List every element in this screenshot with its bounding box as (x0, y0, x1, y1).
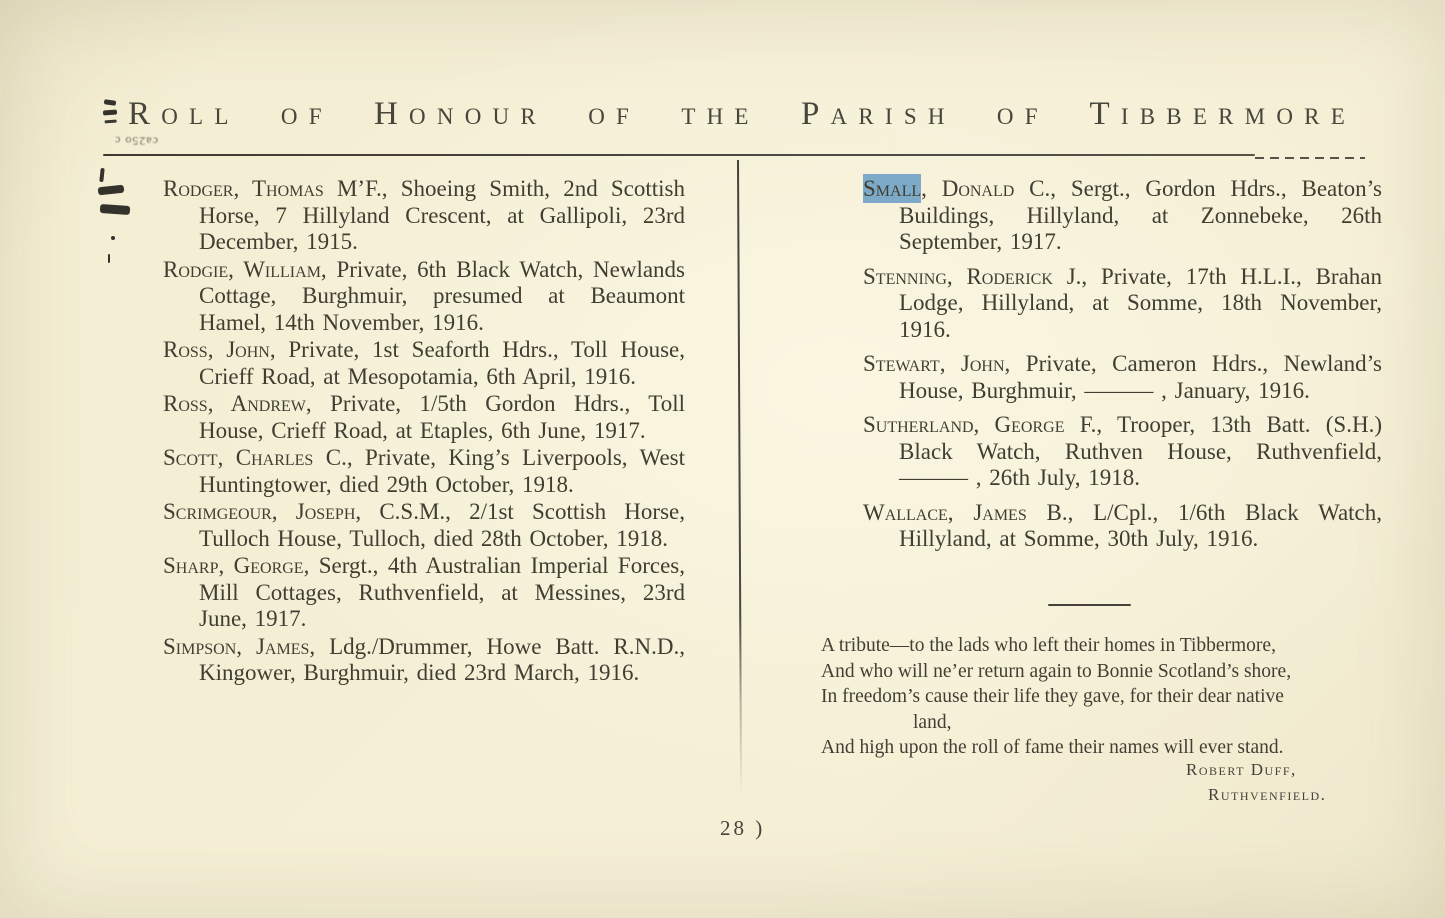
entry-details: Private, King’s Liverpools, West Huntingtower, died 29th October, 1918. (199, 445, 685, 497)
ink-smudge-artifact (100, 204, 131, 215)
tribute-line: And who will ne’er return again to Bonnie Scotland’s shore, (821, 660, 1292, 682)
roll-entry-stewart (863, 351, 1382, 404)
tribute-divider-rule (1048, 604, 1131, 606)
roll-entry-scrimgeour (163, 499, 685, 552)
tribute-signature (1186, 757, 1326, 807)
entry-details: Sergt., Gordon Hdrs., Beaton’s Buildings, Hillyland, at Zonnebeke, 26th September, 1917. (899, 176, 1382, 254)
entry-name: Stenning, Roderick J., (863, 263, 1088, 289)
ink-smudge-artifact (99, 168, 104, 182)
page-number: 28 ) (720, 816, 766, 840)
entry-name: Ross, John, (163, 337, 276, 362)
right-column (863, 176, 1382, 561)
left-column (163, 176, 685, 688)
entry-name: Stewart, John, (863, 351, 1011, 376)
entry-name: Simpson, James, (163, 633, 316, 659)
roll-entry-wallace (863, 500, 1382, 553)
entry-name: Ross, Andrew, (163, 391, 312, 416)
entry-name: Sutherland, George F., (863, 412, 1103, 437)
entry-details: L/Cpl., 1/6th Black Watch, Hillyland, at Somme, 30th July, 1916. (899, 499, 1383, 551)
roll-entry-rodger (163, 176, 685, 256)
tribute-line: land, (913, 711, 952, 733)
entry-details: Private, Cameron Hdrs., Newland’s House, Burghmuir, ——— , January, 1916. (899, 351, 1382, 403)
roll-entry-stenning (863, 264, 1382, 344)
roll-entry-ross-andrew (163, 391, 685, 444)
entry-details: Sergt., 4th Australian Imperial Forces, Mill Cottages, Ruthvenfield, at Messines, 23rd June, 1917. (199, 553, 685, 631)
entry-details: Trooper, 13th Batt. (S.H.) Black Watch, Ruthven House, Ruthvenfield, ——— , 26th July, 1918. (899, 412, 1382, 490)
header-rule-tail (1255, 157, 1365, 159)
tribute-line: In freedom’s cause their life they gave, for their dear native (821, 686, 1284, 707)
ink-smudge-artifact (103, 110, 117, 116)
tribute-line: A tribute—to the lads who left their homes in Tibbermore, (821, 635, 1276, 656)
entry-name: Wallace, James B., (863, 499, 1074, 525)
entry-details: Private, 1/5th Gordon Hdrs., Toll House, Crieff Road, at Etaples, 6th June, 1917. (199, 391, 685, 443)
column-divider (737, 160, 742, 792)
entry-name: , Donald C., (921, 176, 1057, 201)
entry-details: Private, 1st Seaforth Hdrs., Toll House, Crieff Road, at Mesopotamia, 6th April, 1916. (199, 337, 685, 389)
entry-details: Private, 6th Black Watch, Newlands Cottage, Burghmuir, presumed at Beaumont Hamel, 14th November, 1916. (199, 256, 685, 335)
header-rule (103, 154, 1255, 156)
signature-place: Ruthvenfield. (1208, 785, 1327, 804)
page-title: Roll of Honour of the Parish of Tibbermore (128, 96, 1356, 132)
roll-entry-ross-john (163, 337, 685, 390)
entry-name: Rodgie, William, (163, 256, 327, 282)
ink-smudge-artifact (104, 99, 117, 106)
tribute-poem (821, 633, 1386, 761)
roll-entry-rodgie (163, 257, 685, 337)
entry-name: Scrimgeour, Joseph, (163, 499, 362, 524)
inverted-stamp-artifact: ca25o c (113, 133, 159, 149)
ink-tick-artifact (108, 254, 110, 263)
entry-details: C.S.M., 2/1st Scottish Horse, Tulloch House, Tulloch, died 28th October, 1918. (199, 499, 685, 551)
entry-name: Rodger, Thomas M’F., (163, 176, 388, 201)
tribute-line: And high upon the roll of fame their names will ever stand. (821, 737, 1284, 758)
ink-smudge-artifact (98, 185, 125, 196)
roll-entry-sharp (163, 553, 685, 633)
entry-name: Scott, Charles C., (163, 445, 353, 470)
entry-details: Ldg./Drummer, Howe Batt. R.N.D., Kingower, Burghmuir, died 23rd March, 1916. (199, 633, 685, 685)
roll-entry-scott (163, 445, 685, 498)
ink-dot-artifact (111, 236, 115, 240)
signature-author: Robert Duff, (1186, 760, 1297, 779)
entry-name: Sharp, George, (163, 553, 310, 578)
entry-details: Private, 17th H.L.I., Brahan Lodge, Hillyland, at Somme, 18th November, 1916. (899, 263, 1382, 342)
entry-details: Shoeing Smith, 2nd Scottish Horse, 7 Hillyland Crescent, at Gallipoli, 23rd December, 1915. (199, 176, 685, 254)
roll-entry-small (863, 176, 1382, 256)
roll-entry-sutherland (863, 412, 1382, 492)
roll-entry-simpson (163, 634, 685, 687)
search-highlighted-term: Small (863, 176, 922, 201)
